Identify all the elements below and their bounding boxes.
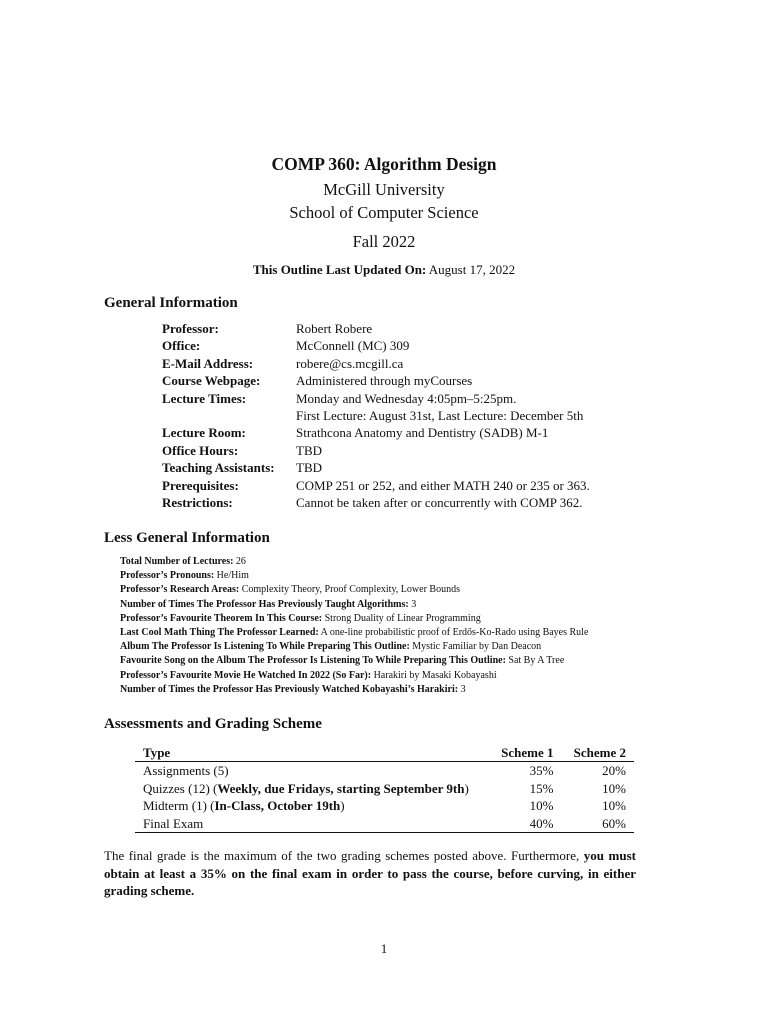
- type-detail: Weekly, due Fridays, starting September 9th: [217, 780, 465, 796]
- info-row: [162, 372, 590, 389]
- scheme-1-value: 40%: [529, 815, 554, 831]
- item-key: Total Number of Lectures:: [120, 556, 234, 567]
- assessments-heading: Assessments and Grading Scheme: [104, 716, 322, 732]
- info-key: Lecture Room:: [162, 425, 246, 441]
- info-row: [162, 424, 590, 441]
- info-row: [162, 494, 590, 511]
- school-name: School of Computer Science: [289, 203, 479, 222]
- scheme-1-value: 15%: [529, 780, 554, 796]
- assessment-type: Midterm (1) (In-Class, October 19th): [143, 798, 345, 814]
- item-value: 3: [460, 683, 466, 695]
- table-row: [135, 780, 634, 797]
- info-value: TBD: [296, 460, 322, 476]
- item-key: Favourite Song on the Album The Professor Is Listening To While Preparing This Outline:: [120, 655, 506, 667]
- info-key: Course Webpage:: [162, 373, 261, 389]
- page-number: 1: [380, 941, 388, 956]
- final-grade-note: [104, 847, 636, 900]
- last-updated-label: This Outline Last Updated On:: [252, 262, 427, 277]
- item-value: Mystic Familiar by Dan Deacon: [412, 641, 542, 653]
- type-label: Final Exam: [143, 815, 204, 831]
- info-row: [162, 320, 590, 337]
- item-value: Complexity Theory, Proof Complexity, Lower Bounds: [241, 584, 460, 596]
- item-key: Professor’s Research Areas:: [120, 584, 240, 596]
- scheme-2-value: 10%: [602, 798, 626, 814]
- table-row: [135, 815, 634, 833]
- info-key: [162, 407, 296, 424]
- item-value: He/Him: [216, 570, 249, 582]
- info-row: [162, 337, 590, 354]
- assessment-type: [135, 762, 489, 780]
- info-value: McConnell (MC) 309: [296, 338, 410, 354]
- list-item: [120, 626, 588, 640]
- info-row: [162, 390, 590, 407]
- info-row: [162, 407, 590, 424]
- less-general-heading: Less General Information: [104, 530, 270, 546]
- item-value: 26: [235, 556, 246, 567]
- info-value: COMP 251 or 252, and either MATH 240 or 235 or 363.: [296, 477, 590, 493]
- item-key: Album The Professor Is Listening To While Preparing This Outline:: [120, 641, 410, 653]
- list-item: [120, 612, 588, 626]
- document-title: COMP 360: Algorithm Design: [271, 154, 497, 174]
- last-updated-value: August 17, 2022: [428, 262, 516, 277]
- item-key: Professor’s Favourite Theorem In This Course:: [120, 612, 323, 624]
- info-key: Prerequisites:: [162, 477, 239, 493]
- info-key: Restrictions:: [162, 495, 233, 511]
- type-label: Midterm (1) (: [143, 798, 215, 814]
- item-key: Last Cool Math Thing The Professor Learned:: [120, 627, 319, 639]
- scheme-1-value: 35%: [529, 763, 554, 779]
- note-bold: you must obtain at least a 35% on the final exam in order to pass the course, before curving, in either grading scheme.: [104, 848, 636, 898]
- table-row: [135, 797, 634, 814]
- info-value: Administered through myCourses: [296, 373, 473, 389]
- university-name: McGill University: [323, 180, 445, 199]
- last-updated: [0, 262, 768, 278]
- term: Fall 2022: [352, 232, 416, 251]
- info-value: Robert Robere: [296, 321, 373, 336]
- item-value: Strong Duality of Linear Programming: [324, 612, 481, 624]
- scheme-2-value: 10%: [602, 780, 626, 796]
- info-value: Cannot be taken after or concurrently with COMP 362.: [296, 495, 583, 511]
- info-key: Office Hours:: [162, 442, 239, 458]
- info-value: Strathcona Anatomy and Dentistry (SADB) M-1: [296, 425, 549, 441]
- general-info-table: [162, 320, 590, 511]
- info-key: Office:: [162, 338, 201, 354]
- type-detail: In-Class, October 19th: [214, 798, 341, 814]
- type-label: Assignments (5): [143, 763, 229, 779]
- info-value: TBD: [296, 442, 322, 458]
- list-item: [120, 640, 588, 654]
- assessment-type: Quizzes (12) (Weekly, due Fridays, starting September 9th): [143, 780, 469, 796]
- assessment-type: [135, 815, 489, 833]
- column-header: Type: [143, 745, 171, 760]
- table-row: [135, 762, 634, 780]
- grading-table: [135, 744, 634, 833]
- list-item: [120, 555, 588, 569]
- list-item: [120, 583, 588, 597]
- table-header-row: [135, 744, 634, 762]
- note-plain: The final grade is the maximum of the two grading schemes posted above. Furthermore,: [104, 848, 584, 863]
- item-key: Professor’s Favourite Movie He Watched In 2022 (So Far):: [120, 669, 372, 681]
- info-value: First Lecture: August 31st, Last Lecture: December 5th: [296, 408, 584, 424]
- item-value: 3: [411, 598, 417, 610]
- info-value: robere@cs.mcgill.ca: [296, 355, 404, 371]
- list-item: [120, 669, 588, 683]
- info-row: [162, 442, 590, 459]
- info-value: Monday and Wednesday 4:05pm–5:25pm.: [296, 390, 517, 406]
- list-item: [120, 654, 588, 668]
- item-key: Number of Times the Professor Has Previously Watched Kobayashi’s Harakiri:: [120, 683, 459, 695]
- item-key: Professor’s Pronouns:: [120, 570, 215, 582]
- scheme-2-value: 20%: [602, 763, 626, 779]
- info-key: Teaching Assistants:: [162, 460, 275, 476]
- type-label: Quizzes (12) (: [143, 780, 218, 796]
- column-header: Scheme 1: [501, 745, 554, 760]
- info-key: Lecture Times:: [162, 390, 247, 406]
- info-key: E-Mail Address:: [162, 355, 254, 371]
- scheme-2-value: 60%: [602, 815, 626, 831]
- general-info-heading: General Information: [104, 295, 238, 311]
- info-key: Professor:: [162, 321, 219, 336]
- list-item: [120, 569, 588, 583]
- item-value: A one-line probabilistic proof of Erdős-Ko-Rado using Bayes Rule: [320, 627, 589, 639]
- info-row: [162, 459, 590, 476]
- item-value: Harakiri by Masaki Kobayashi: [373, 669, 497, 681]
- list-item: [120, 598, 588, 612]
- scheme-1-value: 10%: [529, 798, 554, 814]
- column-header: Scheme 2: [573, 745, 626, 760]
- item-key: Number of Times The Professor Has Previously Taught Algorithms:: [120, 598, 409, 610]
- less-general-list: [120, 555, 588, 697]
- info-row: [162, 477, 590, 494]
- info-row: [162, 355, 590, 372]
- item-value: Sat By A Tree: [508, 655, 565, 667]
- list-item: [120, 683, 588, 697]
